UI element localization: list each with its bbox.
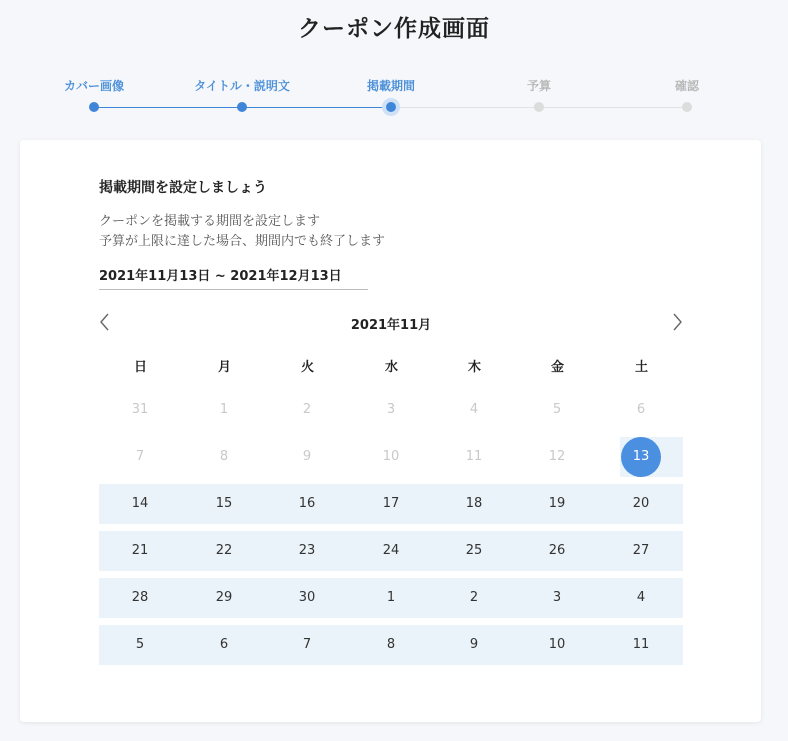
calendar-day-cell[interactable]: 9 — [469, 637, 479, 652]
calendar-month-label: 2021年11月 — [350, 318, 432, 333]
selected-date-cell[interactable]: 13 — [621, 437, 661, 477]
calendar-day-cell[interactable]: 8 — [386, 637, 396, 652]
calendar-day-cell[interactable]: 22 — [215, 543, 233, 558]
section-description-1: クーポンを掲載する期間を設定します — [99, 214, 321, 229]
step-label: カバー画像 — [63, 79, 124, 93]
calendar-day-cell[interactable]: 4 — [636, 590, 646, 605]
calendar-day-cell[interactable]: 2 — [302, 402, 312, 417]
weekday-label: 土 — [634, 360, 648, 375]
page-title: クーポン作成画面 — [298, 16, 490, 42]
calendar-day-cell[interactable]: 15 — [215, 496, 233, 511]
calendar-weekday-header — [99, 356, 683, 376]
calendar-day-cell[interactable]: 1 — [219, 402, 229, 417]
calendar-day-cell[interactable]: 29 — [215, 590, 233, 605]
step-budget — [479, 78, 599, 94]
calendar-day-cell[interactable]: 31 — [131, 402, 149, 417]
calendar-grid — [99, 390, 683, 680]
calendar-day-cell[interactable]: 18 — [465, 496, 483, 511]
step-label: 掲載期間 — [366, 79, 415, 93]
calendar-day-cell[interactable]: 10 — [548, 637, 566, 652]
calendar-day-cell[interactable]: 23 — [298, 543, 316, 558]
date-range-value: 2021年11月13日 ~ 2021年12月13日 — [99, 269, 342, 284]
progress-stepper — [0, 78, 788, 118]
calendar-day-cell[interactable]: 7 — [135, 449, 145, 464]
step-cover-image[interactable] — [34, 78, 154, 94]
section-description-2: 予算が上限に達した場合、期間内でも終了します — [99, 234, 386, 249]
period-card — [20, 140, 761, 722]
calendar-day-cell[interactable]: 4 — [469, 402, 479, 417]
calendar-day-cell[interactable]: 3 — [552, 590, 562, 605]
date-range-field[interactable] — [99, 265, 368, 290]
step-label: 予算 — [526, 79, 551, 93]
calendar-day-cell[interactable]: 16 — [298, 496, 316, 511]
weekday-label: 水 — [384, 360, 398, 375]
step-period[interactable] — [331, 78, 451, 94]
weekday-label: 金 — [550, 360, 564, 375]
calendar-day-cell[interactable]: 14 — [131, 496, 149, 511]
calendar-day-cell[interactable]: 9 — [302, 449, 312, 464]
step-title-description[interactable] — [182, 78, 302, 94]
step-dot — [386, 102, 396, 112]
step-dot — [237, 102, 247, 112]
weekday-label: 火 — [300, 360, 314, 375]
calendar-day-cell[interactable]: 26 — [548, 543, 566, 558]
section-heading: 掲載期間を設定しましょう — [99, 180, 267, 196]
weekday-label: 日 — [133, 360, 147, 375]
calendar-day-cell[interactable]: 6 — [636, 402, 646, 417]
calendar-day-cell[interactable]: 25 — [465, 543, 483, 558]
calendar-day-cell[interactable]: 19 — [548, 496, 566, 511]
calendar-day-cell[interactable]: 3 — [386, 402, 396, 417]
calendar-day-cell[interactable]: 27 — [632, 543, 650, 558]
calendar-day-cell[interactable]: 11 — [465, 449, 483, 464]
calendar-day-cell[interactable]: 1 — [386, 590, 396, 605]
calendar-day-cell[interactable]: 30 — [298, 590, 316, 605]
weekday-label: 月 — [217, 360, 231, 375]
calendar-day-cell[interactable]: 21 — [131, 543, 149, 558]
calendar-day-cell[interactable]: 7 — [302, 637, 312, 652]
weekday-label: 木 — [467, 360, 481, 375]
calendar-day-cell[interactable]: 5 — [135, 637, 145, 652]
step-label: タイトル・説明文 — [194, 79, 290, 93]
next-month-button[interactable] — [669, 312, 685, 332]
calendar-day-cell[interactable]: 24 — [382, 543, 400, 558]
calendar-day-cell[interactable]: 10 — [382, 449, 400, 464]
calendar-day-cell[interactable]: 5 — [552, 402, 562, 417]
calendar-day-cell[interactable]: 11 — [632, 637, 650, 652]
calendar-day-cell[interactable]: 12 — [548, 449, 566, 464]
step-dot — [534, 102, 544, 112]
calendar-day-cell[interactable]: 28 — [131, 590, 149, 605]
calendar-day-cell[interactable]: 20 — [632, 496, 650, 511]
calendar-day-cell[interactable]: 8 — [219, 449, 229, 464]
step-dot — [682, 102, 692, 112]
step-label: 確認 — [674, 79, 699, 93]
step-confirm — [627, 78, 747, 94]
calendar-day-cell[interactable]: 2 — [469, 590, 479, 605]
calendar-day-cell[interactable]: 17 — [382, 496, 400, 511]
chevron-right-icon — [669, 312, 685, 332]
calendar-day-cell[interactable]: 6 — [219, 637, 229, 652]
step-dot — [89, 102, 99, 112]
